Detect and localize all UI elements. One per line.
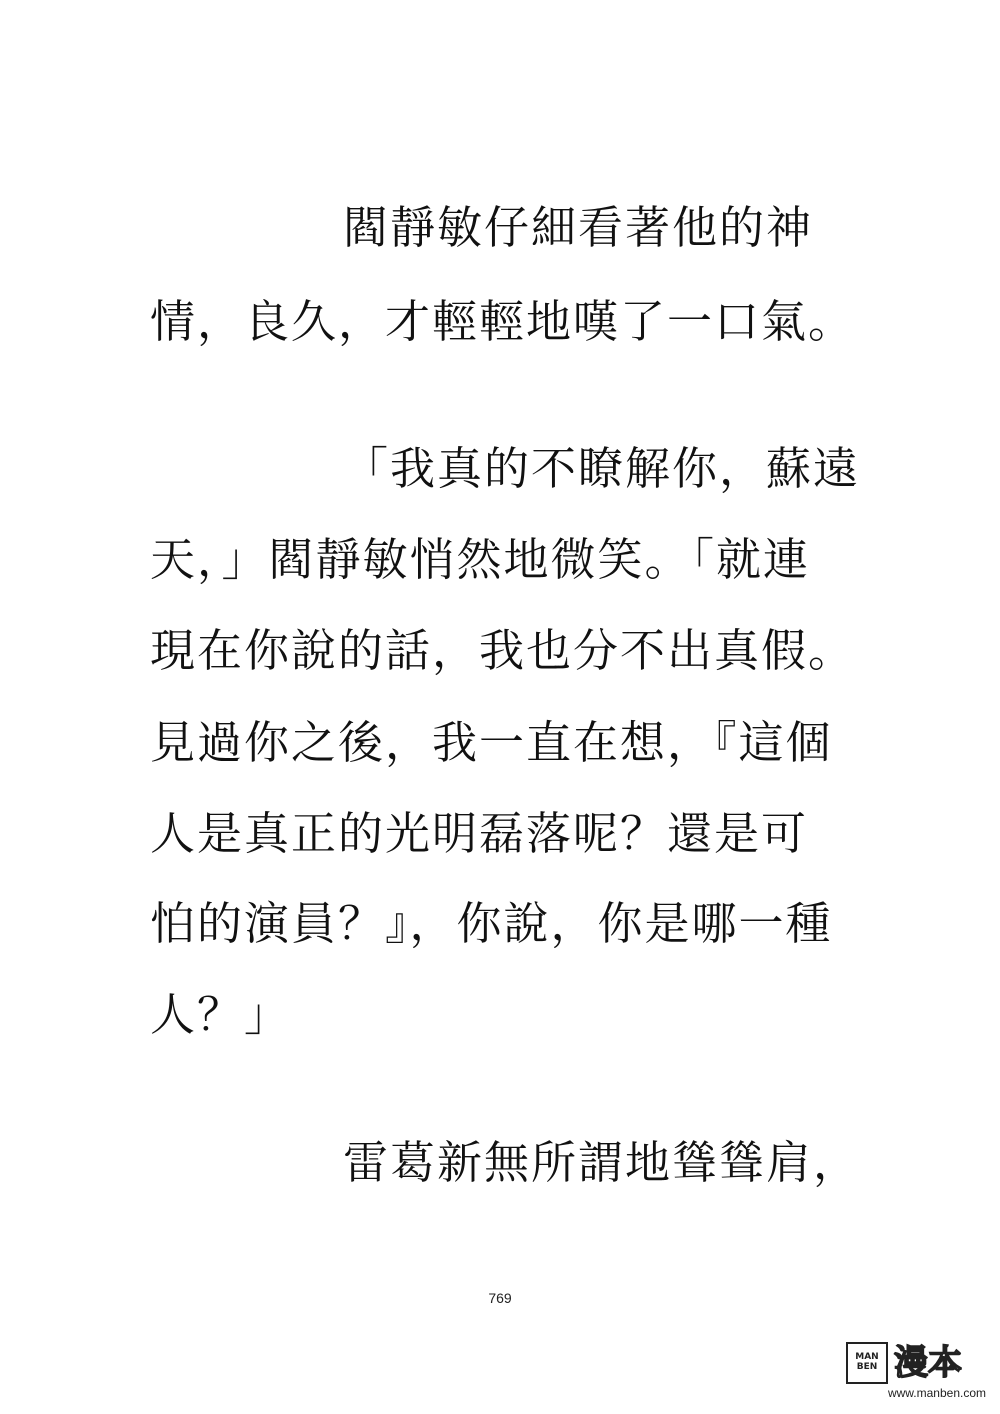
manben-logo-icon: MAN BEN (846, 1342, 888, 1384)
watermark-url: www.manben.com (887, 1386, 986, 1400)
watermark (846, 1342, 986, 1402)
text-line: 情，良久，才輕輕地嘆了一口氣。 (150, 295, 856, 348)
text-line: 「我真的不瞭解你，蘇遠 (343, 442, 861, 495)
text-line: 天，」閻靜敏悄然地微笑。「就連 (150, 533, 811, 586)
text-line: 雷葛新無所謂地聳聳肩， (343, 1136, 861, 1189)
text-line: 見過你之後，我一直在想，『這個 (150, 716, 833, 769)
watermark-brand: 漫本 (894, 1343, 962, 1383)
text-line: 人？」 (150, 988, 292, 1041)
text-line: 現在你說的話，我也分不出真假。 (150, 624, 856, 677)
text-line: 人是真正的光明磊落呢？還是可 (150, 807, 809, 860)
text-line: 怕的演員？』，你說，你是哪一種 (150, 897, 833, 950)
text-line: 閻靜敏仔細看著他的神 (343, 201, 814, 254)
page-number: 769 (488, 1290, 512, 1306)
